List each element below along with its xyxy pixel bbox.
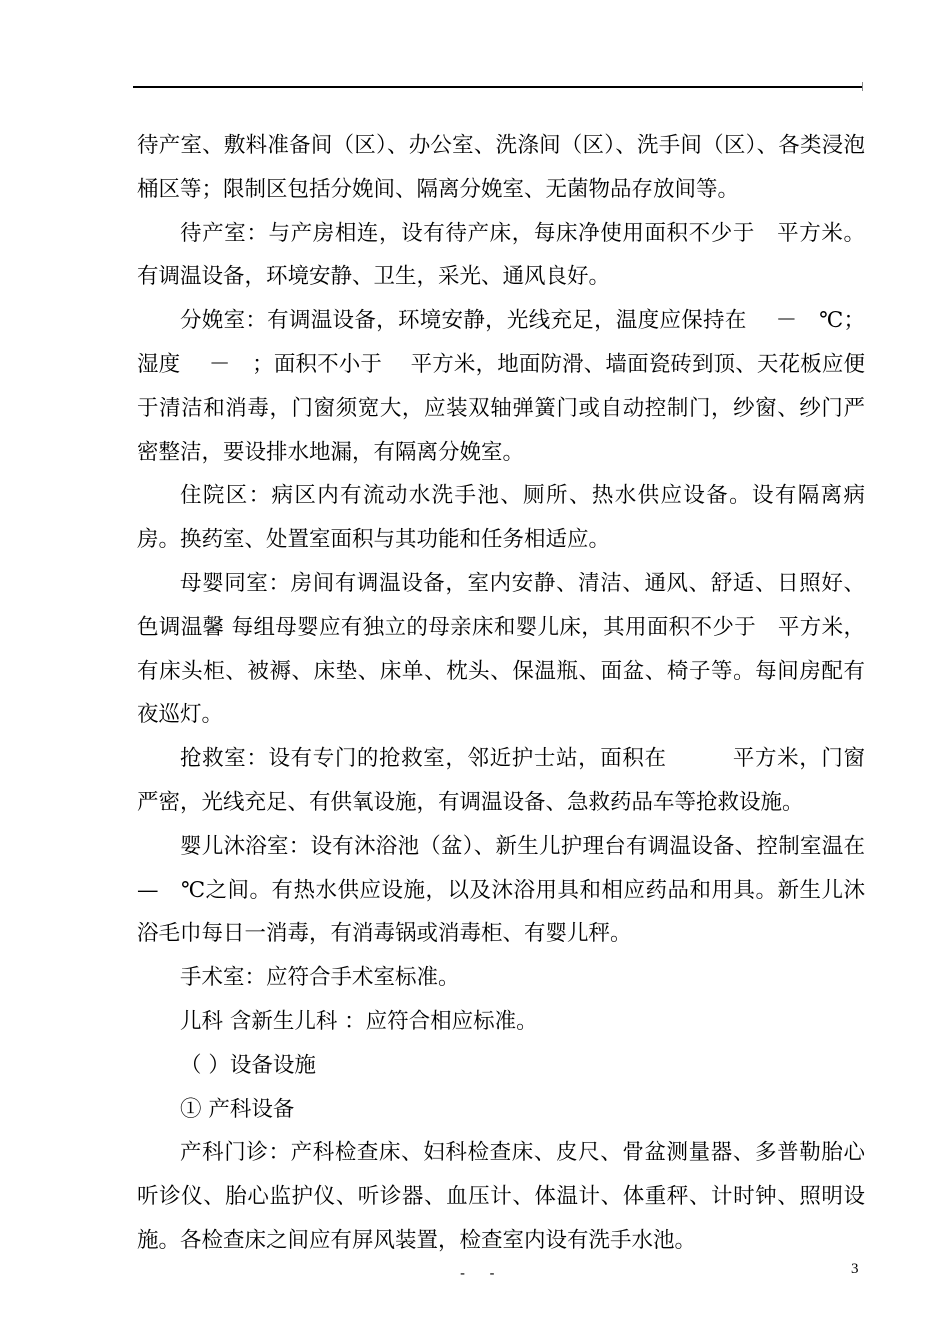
paragraph-infant-bath-room: 婴儿沐浴室：设有沐浴池（盆）、新生儿护理台有调温设备、控制室温在 — ℃之间。有热水供应设施，以及沐浴用具和相应药品和用具。新生儿沐浴毛巾每日一消毒，有消毒锅或消毒柜、有婴儿秤。 bbox=[137, 833, 894, 947]
paragraph-obstetric-clinic: 产科门诊：产科检查床、妇科检查床、皮尺、骨盆测量器、多普勒胎心听诊仪、胎心监护仪、听诊器、血压计、体温计、体重秤、计时钟、照明设施。各检查床之间应有屏风装置，检查室内设有洗手水池。 bbox=[137, 1140, 865, 1253]
subsection-heading-obstetric-equipment: ① 产科设备 bbox=[180, 1096, 295, 1122]
paragraph-operating-room: 手术室：应符合手术室标准。 bbox=[180, 965, 460, 991]
paragraph-delivery-room: 分娩室：有调温设备，环境安静，光线充足，温度应保持在 － ℃；湿度 － ；面积不小于 平方米，地面防滑、墙面瓷砖到顶、天花板应便于清洁和消毒，门窗须宽大，应装双轴弹簧门或自动控制门，纱窗、纱门严密整洁，要设排水地漏，有隔离分娩室。 bbox=[137, 308, 865, 465]
paragraph-inpatient-area: 住院区：病区内有流动水洗手池、厕所、热水供应设备。设有隔离病房。换药室、处置室面积与其功能和任务相适应。 bbox=[137, 483, 865, 553]
paragraph-rooming-in: 母婴同室：房间有调温设备，室内安静、清洁、通风、舒适、日照好、色调温馨 每组母婴应有独立的母亲床和婴儿床，其用面积不少于 平方米，有床头柜、被褥、床垫、床单、枕头、保温瓶、面盆、椅子等。每间房配有夜巡灯。 bbox=[137, 570, 865, 728]
header-rule bbox=[133, 86, 863, 88]
section-heading-equipment: （ ）设备设施 bbox=[180, 1052, 316, 1078]
page-number: 3 bbox=[851, 1261, 859, 1277]
footer-dashes: - - bbox=[460, 1266, 505, 1282]
paragraph-labor-room: 待产室：与产房相连，设有待产床，每床净使用面积不少于 平方米。有调温设备，环境安静、卫生，采光、通风良好。 bbox=[137, 220, 865, 290]
header-tick-mark bbox=[862, 82, 864, 91]
document-body bbox=[137, 124, 894, 1263]
paragraph-pediatrics: 儿科 含新生儿科 ：应符合相应标准。 bbox=[180, 1008, 538, 1034]
paragraph-rescue-room: 抢救室：设有专门的抢救室，邻近护士站，面积在 平方米，门窗严密，光线充足、有供氧设施，有调温设备、急救药品车等抢救设施。 bbox=[137, 746, 865, 815]
paragraph-zones-list: 待产室、敷料准备间（区）、办公室、洗涤间（区）、洗手间（区）、各类浸泡桶区等；限制区包括分娩间、隔离分娩室、无菌物品存放间等。 bbox=[137, 133, 865, 202]
